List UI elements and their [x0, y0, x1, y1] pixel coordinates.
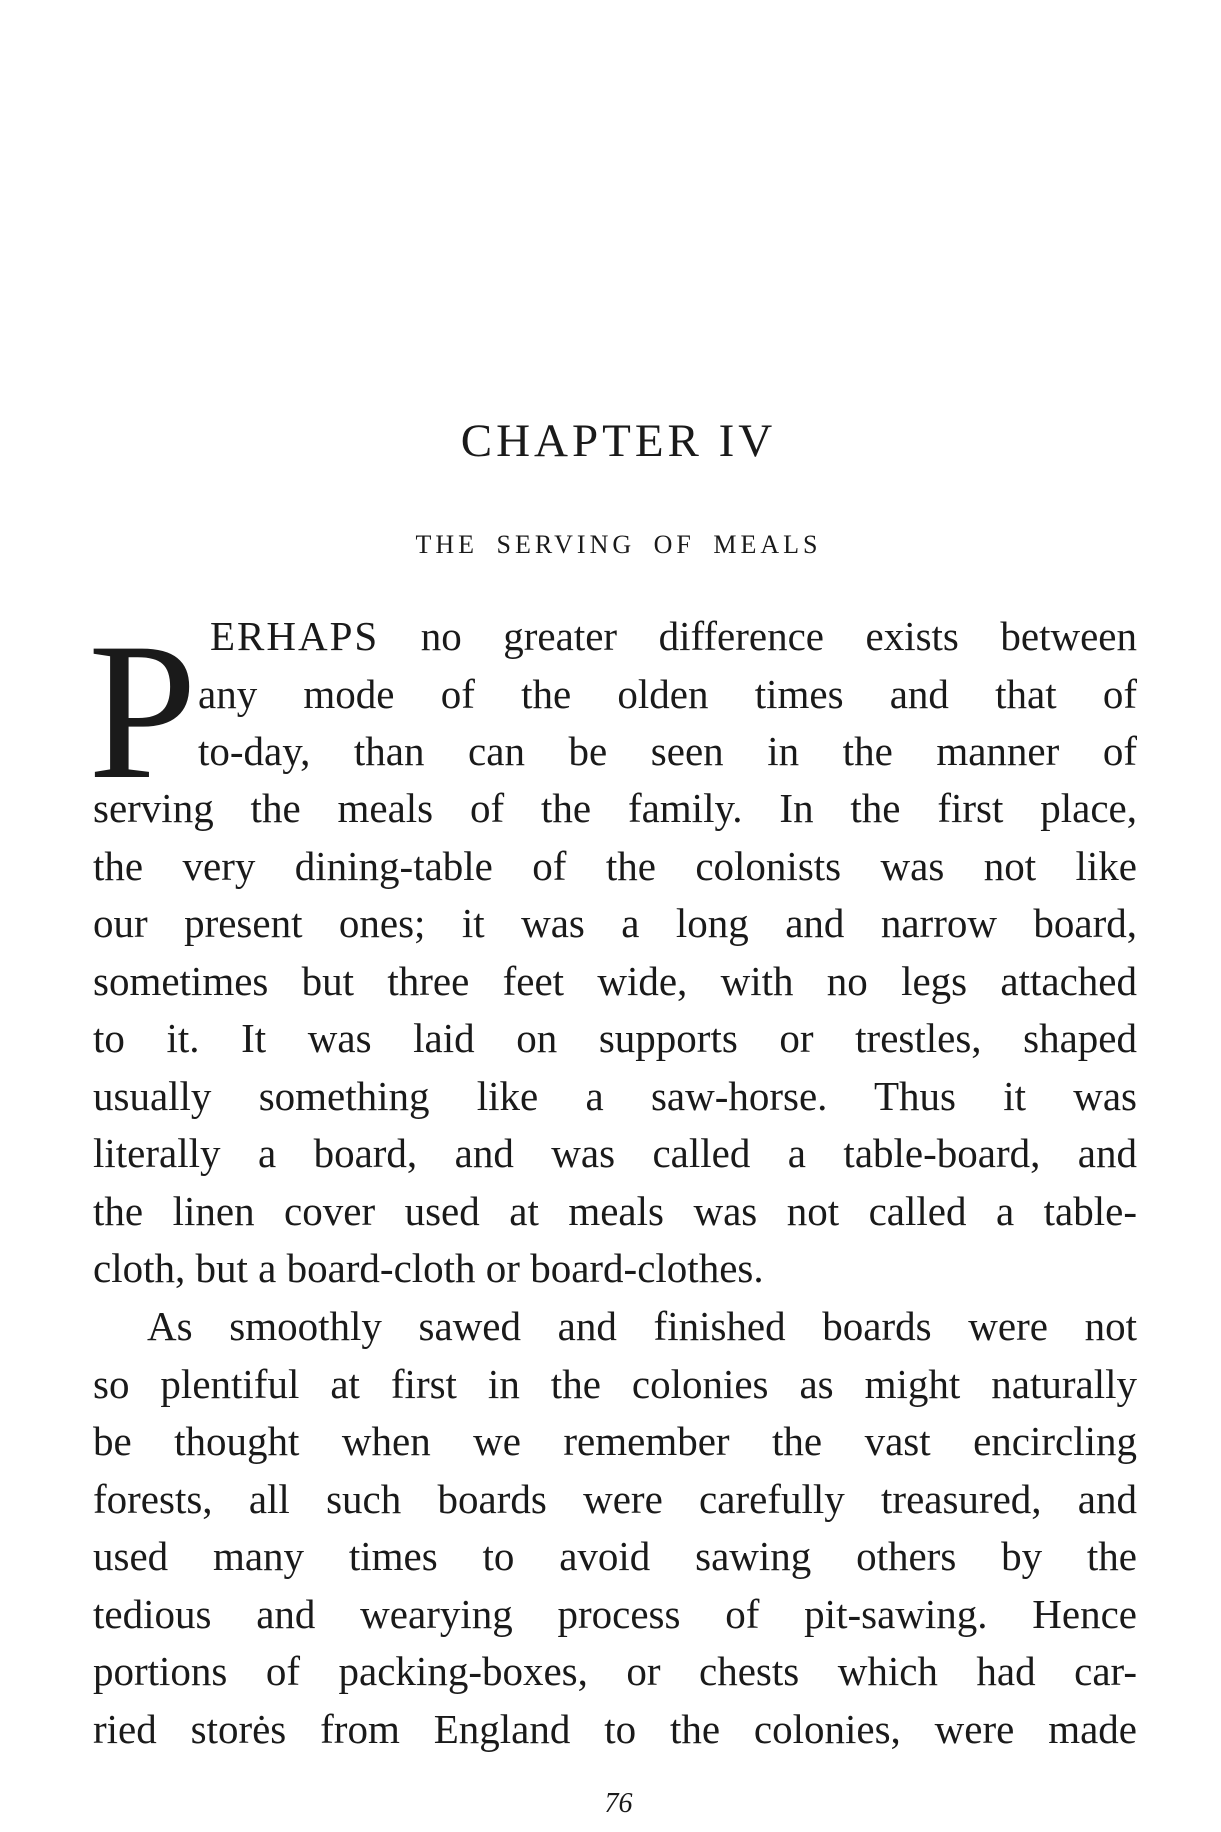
opening-lines — [198, 608, 1137, 781]
paragraph-2-line: ried storės from England to the colonies, were made — [93, 1705, 1137, 1752]
paragraph-1-line: the linen cover used at meals was not called a table- — [93, 1187, 1137, 1234]
opening-line-2: any mode of the olden times and that of — [198, 670, 1137, 717]
paragraph-2-line: forests, all such boards were carefully treasured, and — [93, 1475, 1137, 1522]
chapter-title: CHAPTER IV — [460, 415, 777, 467]
paragraph-1-line: to it. It was laid on supports or trestles, shaped — [93, 1015, 1137, 1061]
paragraph-1-line: the very dining-table of the colonists was not like — [93, 842, 1137, 889]
paragraph-1-line: serving the meals of the family. In the first place, — [93, 785, 1137, 831]
paragraph-2-line: portions of packing-boxes, or chests which had car- — [93, 1648, 1137, 1694]
paragraph-1-line: cloth, but a board-cloth or board-clothes. — [93, 1245, 764, 1291]
paragraph-2 — [93, 1298, 1137, 1758]
opening-smallcaps-word: ERHAPS — [210, 613, 380, 659]
paragraph-2-line: As smoothly sawed and finished boards were not — [147, 1303, 1137, 1349]
paragraph-2-line: so plentiful at first in the colonies as might naturally — [93, 1360, 1137, 1407]
paragraph-2-line: be thought when we remember the vast encircling — [93, 1418, 1137, 1464]
opening-line-3: to-day, than can be seen in the manner of — [198, 728, 1137, 774]
opening-line-1 — [198, 608, 1137, 666]
paragraph-2-line: used many times to avoid sawing others by the — [93, 1533, 1137, 1579]
chapter-subtitle: THE SERVING OF MEALS — [415, 530, 822, 559]
paragraph-1 — [93, 780, 1137, 1298]
paragraph-1-line: usually something like a saw-horse. Thus it was — [93, 1072, 1137, 1119]
drop-cap: P — [88, 614, 198, 784]
paragraph-1-line: our present ones; it was a long and narrow board, — [93, 900, 1137, 946]
paragraph-1-line: literally a board, and was called a table-board, and — [93, 1130, 1137, 1176]
opening-line-1-rest: no greater difference exists between — [420, 613, 1137, 659]
paragraph-2-line: tedious and wearying process of pit-sawing. Hence — [93, 1590, 1137, 1637]
page-number: 76 — [604, 1788, 633, 1819]
paragraph-1-line: sometimes but three feet wide, with no legs attached — [93, 957, 1137, 1004]
